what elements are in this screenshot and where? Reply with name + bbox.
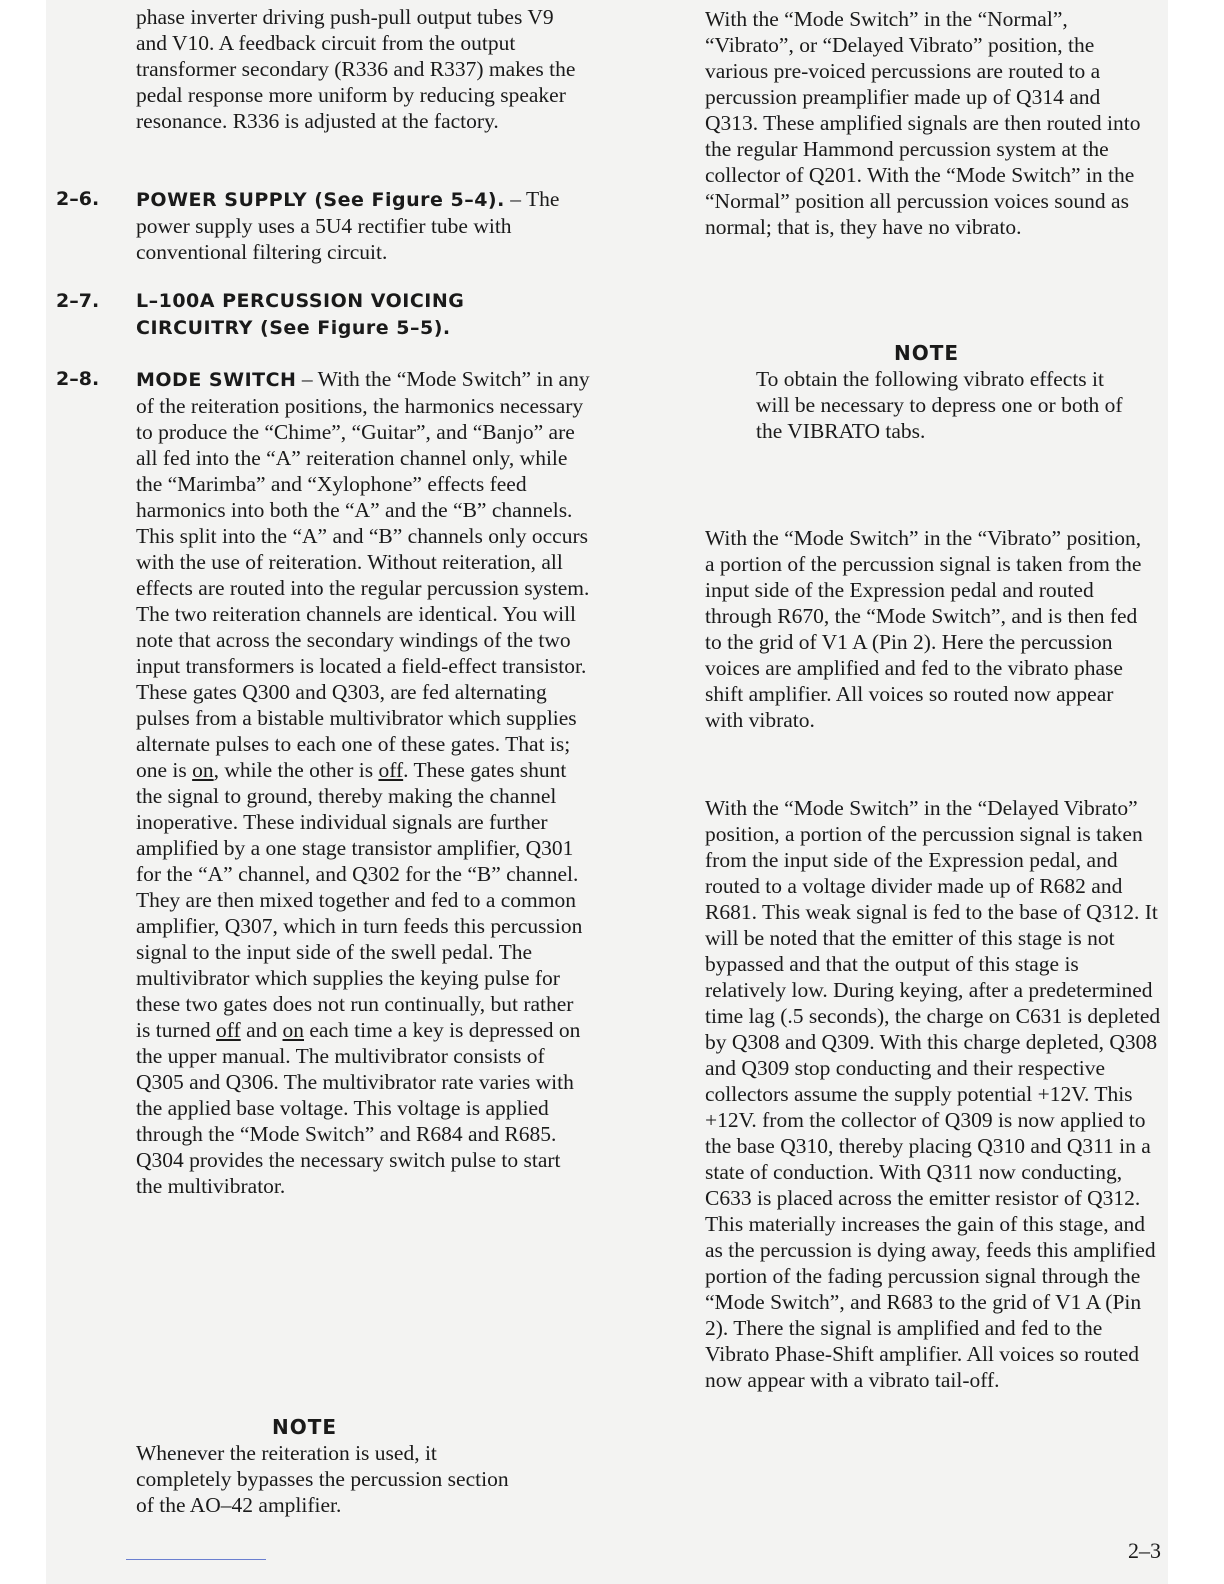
right-paragraph-1: With the “Mode Switch” in the “Normal”, “Vibrato”, or “Delayed Vibrato” position, the various pre-voiced percussions are routed to a percussion preamplifier made up of Q314 and Q313. These amplified signals are then routed into the regular Hammond percussion system at the collector of Q201. With the “Mode Switch” in the “Normal” position all percussion voices sound as normal; that is, they have no vibrato. bbox=[705, 7, 1141, 239]
section-2-8-body-5: each time a key is depressed on the upper manual. The multivibrator consists of Q305 and Q306. The multivibrator rate varies with the applied base voltage. This voltage is applied through the “Mode Switch” and R684 and R685. Q304 provides the necessary switch pulse to start the multivibrator. bbox=[136, 1018, 581, 1198]
section-2-8-heading: MODE SWITCH bbox=[136, 369, 297, 391]
section-2-6 bbox=[136, 186, 588, 265]
section-2-8 bbox=[136, 366, 592, 1199]
left-note-title: NOTE bbox=[272, 1415, 338, 1439]
section-2-8-body-3: . These gates shunt the signal to ground, thereby making the channel inoperative. These individual signals are further amplified by a one stage transistor amplifier, Q301 for the “A” channel, and Q302 for the “B” channel. They are then mixed together and fed to a common amplifier, Q307, which in turn feeds this percussion signal to the input side of the swell pedal. The multivibrator which supplies the keying pulse for these two gates does not run continually, but rather is turned bbox=[136, 758, 583, 1042]
off-word-2: off bbox=[216, 1018, 241, 1042]
right-note-title: NOTE bbox=[894, 341, 960, 365]
right-paragraph-2: With the “Mode Switch” in the “Vibrato” position, a portion of the percussion signal is taken from the input side of the Expression pedal and routed through R670, the “Mode Switch”, and is then fed to the grid of V1 A (Pin 2). Here the percussion voices are amplified and fed to the vibrato phase shift amplifier. All voices so routed now appear with vibrato. bbox=[705, 526, 1142, 732]
section-2-8-body-4: and bbox=[240, 1018, 283, 1042]
section-2-6-heading: POWER SUPPLY (See Figure 5–4). bbox=[136, 189, 505, 211]
section-2-8-body-1: – With the “Mode Switch” in any of the reiteration positions, the harmonics necessary to produce the “Chime”, “Guitar”, and “Banjo” are all fed into the “A” reiteration channel only, while the “Marimba” and “Xylophone” effects feed harmonics into both the “A” and the “B” channels. This split into the “A” and “B” channels only occurs with the use of reiteration. Without reiteration, all effects are routed into the regular percussion system. The two reiteration channels are identical. You will note that across the secondary windings of the two input transformers is located a field-effect transistor. These gates Q300 and Q303, are fed alternating pulses from a bistable multivibrator which supplies alternate pulses to each one of these gates. That is; one is bbox=[136, 367, 590, 782]
left-note-text: Whenever the reiteration is used, it completely bypasses the percussion section of the AO–42 amplifier. bbox=[136, 1441, 509, 1517]
section-2-6-body: – The power supply uses a 5U4 rectifier tube with conventional filtering circuit. bbox=[136, 187, 560, 264]
intro-paragraph: phase inverter driving push-pull output tubes V9 and V10. A feedback circuit from the output transformer secondary (R336 and R337) makes the pedal response more uniform by reducing speaker resonance. R336 is adjusted at the factory. bbox=[136, 5, 576, 133]
right-note-text: To obtain the following vibrato effects it will be necessary to depress one or both of the VIBRATO tabs. bbox=[756, 367, 1123, 443]
footer-rule bbox=[126, 1559, 266, 1560]
section-2-6-number: 2–6. bbox=[56, 188, 100, 210]
off-word: off bbox=[378, 758, 404, 782]
page-number: 2–3 bbox=[1128, 1538, 1161, 1563]
section-2-8-body-2: , while the other is bbox=[213, 758, 379, 782]
on-word-2: on bbox=[282, 1018, 305, 1042]
section-2-7-number: 2–7. bbox=[56, 290, 100, 312]
right-paragraph-3: With the “Mode Switch” in the “Delayed Vibrato” position, a portion of the percussion signal is taken from the input side of the Expression pedal, and routed to a voltage divider made up of R682 and R681. This weak signal is fed to the base of Q312. It will be noted that the emitter of this stage is not bypassed and that the output of this stage is relatively low. During keying, after a predetermined time lag (.5 seconds), the charge on C631 is depleted by Q308 and Q309. With this charge depleted, Q308 and Q309 stop conducting and their respective collectors assume the supply potential +12V. This +12V. from the collector of Q309 is now applied to the base Q310, thereby placing Q310 and Q311 in a state of conduction. With Q311 now conducting, C633 is placed across the emitter resistor of Q312. This materially increases the gain of this stage, and as the percussion is dying away, feeds this amplified portion of the fading percussion signal through the “Mode Switch”, and R683 to the grid of V1 A (Pin 2). There the signal is amplified and fed to the Vibrato Phase-Shift amplifier. All voices so routed now appear with a vibrato tail-off. bbox=[705, 796, 1161, 1392]
section-2-8-number: 2–8. bbox=[56, 368, 100, 390]
on-word: on bbox=[192, 758, 214, 782]
section-2-7 bbox=[136, 288, 588, 342]
section-2-7-heading: L–100A PERCUSSION VOICING CIRCUITRY (See Figure 5–5). bbox=[136, 290, 465, 339]
